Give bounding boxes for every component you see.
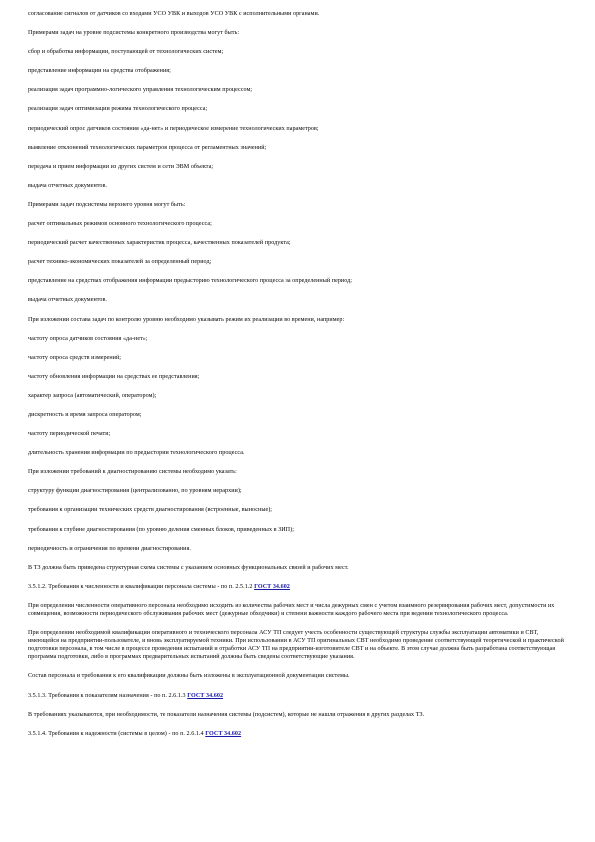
paragraph: частоту обновления информации на средствах ее представления; <box>28 373 200 380</box>
paragraph: периодичность и ограничения по времени диагностирования. <box>28 545 191 552</box>
paragraph: периодический расчет качественных характеристик процесса, качественных показателей продукта; <box>28 240 291 247</box>
paragraph: частоту опроса средств измерений; <box>28 354 122 361</box>
paragraph: требования к организации технических средств диагностирования (встроенные, выносные); <box>28 507 273 514</box>
section-heading-staff <box>28 583 570 591</box>
gost-link[interactable]: ГОСТ 34.602 <box>254 583 290 590</box>
paragraph: При определении необходимой квалификации оперативного и технического персонала АСУ ТП следует учесть особенности существующей структуры службы эксплуатации автоматики и СВТ, имеющейся на предприятии-пользователе, и вновь эксплуатируемой техники. При использовании в АСУ ТП оригинальных СВТ необходимо проведение соответствующей теоретической и практической подготовки персонала, в том числе в процессе проведения испытаний и отработки АСУ ТП на предприятии-изготовителе СВТ и на объекте. В этом случае должна быть разработана соответствующая программа подготовки, либо в программах предварительных испытаний должны быть сведены соответствующие указания. <box>28 630 564 661</box>
paragraph: При изложении требований к диагностированию системы необходимо указать: <box>28 469 237 476</box>
paragraph: расчет оптимальных режимов основного технологического процесса; <box>28 221 212 228</box>
paragraph: В требованиях указываются, при необходимости, те показатели назначения системы (подсистем), которые не нашли отражения в других разделах ТЗ. <box>28 711 425 718</box>
paragraph: передача и прием информации из других систем и сети ЭВМ объекта; <box>28 163 214 170</box>
section-heading-text: 3.5.1.2. Требования к численности и квалификации персонала системы - по п. 2.5.1.2 <box>28 583 253 590</box>
section-heading-purpose <box>28 692 570 700</box>
gost-link[interactable]: ГОСТ 34.602 <box>187 692 224 699</box>
paragraph: представление на средствах отображения информации предысторию технологического процесса за определенный период; <box>28 278 353 285</box>
document-page <box>28 10 570 749</box>
paragraph: длительность хранения информации по предыстории технологического процесса. <box>28 450 245 457</box>
section-heading-text: 3.5.1.3. Требования к показателям назначения - по п. 2.6.1.3 <box>28 692 186 699</box>
paragraph: При изложении состава задач по контролю уровню необходимо указывать режим их реализации во времени, например: <box>28 316 345 323</box>
paragraph: Примерами задач подсистемы верхнего уровня могут быть: <box>28 201 186 208</box>
paragraph: реализация задач оптимизации режима технологического процесса; <box>28 106 208 113</box>
paragraph: требования к глубине диагностирования (по уровню деления сменных блоков, приведенных в ЗИП); <box>28 526 294 533</box>
paragraph: представление информации на средства отображения; <box>28 68 171 75</box>
section-heading-text: 3.5.1.4. Требования к надежности (системы в целом) - по п. 2.6.1.4 <box>28 730 204 737</box>
paragraph: В ТЗ должна быть приведена структурная схема системы с указанием основных функциональных связей и рабочих мест. <box>28 564 349 571</box>
paragraph: выдача отчетных документов. <box>28 182 108 189</box>
paragraph: реализация задач программно-логического управления технологическим процессом; <box>28 87 253 94</box>
paragraph: выявление отклонений технологических параметров процесса от регламентных значений; <box>28 144 267 151</box>
paragraph: характер запроса (автоматический, оператором); <box>28 392 157 399</box>
paragraph: периодический опрос датчиков состояния «да-нет» и периодическое измерение технологических параметров; <box>28 125 319 132</box>
paragraph: частоту опроса датчиков состояния «да-нет»; <box>28 335 148 342</box>
paragraph: Состав персонала и требования к его квалификации должны быть изложены в эксплуатационной документации системы. <box>28 673 350 680</box>
paragraph: согласование сигналов от датчиков со входами УСО УВК и выходов УСО УВК с исполнительными органами. <box>28 11 320 17</box>
paragraph: выдача отчетных документов. <box>28 297 108 304</box>
section-heading-reliability <box>28 730 570 738</box>
paragraph: расчет технико-экономических показателей за определенный период; <box>28 259 212 266</box>
paragraph: частоту периодической печати; <box>28 431 111 438</box>
paragraph-list <box>28 10 570 572</box>
paragraph: Примерами задач на уровне подсистемы конкретного производства могут быть: <box>28 30 240 37</box>
paragraph: сбор и обработка информации, поступающей от технологических систем; <box>28 49 224 56</box>
paragraph: структуру функции диагностирования (централизованно, по уровням иерархии); <box>28 488 242 495</box>
paragraph: дискретность и время запроса оператором; <box>28 411 142 418</box>
gost-link[interactable]: ГОСТ 34.602 <box>205 730 242 737</box>
paragraph: При определении численности оперативного персонала необходимо исходить из количества рабочих мест и числа дежурных смен с учетом взаимного резервирования рабочих мест, допустимости их совмещения, возможности периодического обслуживания рабочих мест (дежурные обходчики) и степени важности каждого рабочего места при ведении технологического процесса. <box>28 602 555 617</box>
